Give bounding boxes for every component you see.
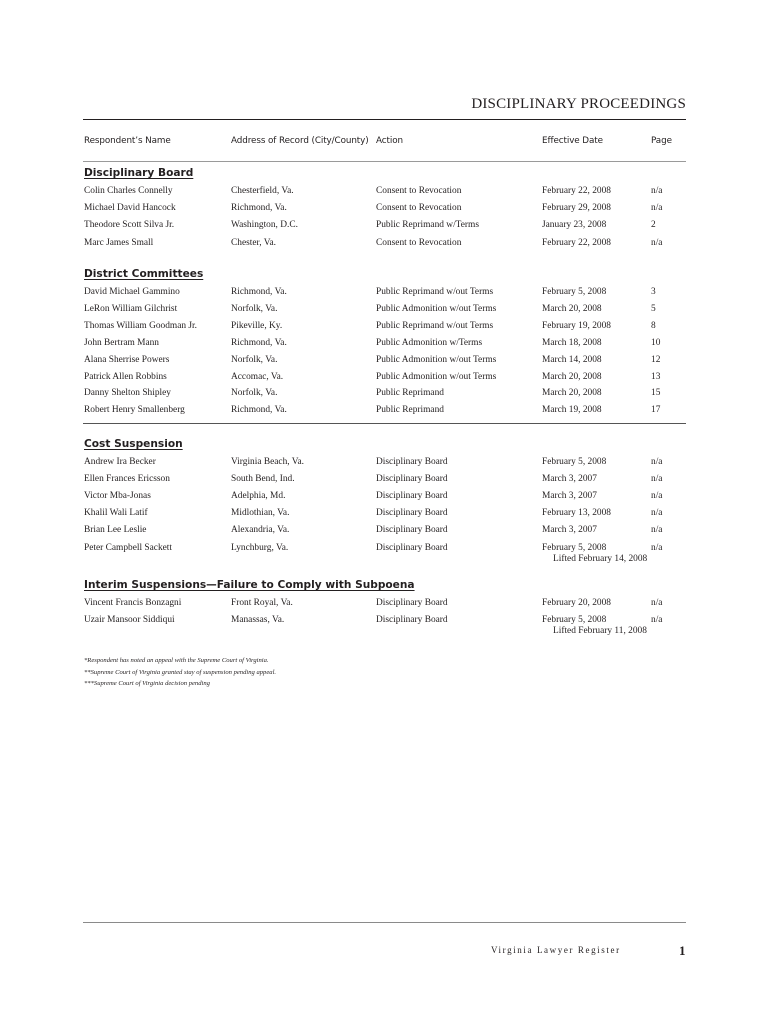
table-row	[0, 338, 770, 353]
respondent-name: Danny Shelton Shipley	[84, 388, 171, 399]
respondent-name: Robert Henry Smallenberg	[84, 405, 185, 416]
table-row	[0, 304, 770, 319]
effective-date: February 13, 2008	[542, 508, 611, 519]
footnote: ***Supreme Court of Virginia decision pending	[84, 680, 210, 687]
action: Disciplinary Board	[376, 491, 448, 502]
page-ref: n/a	[651, 237, 663, 248]
address-of-record: Alexandria, Va.	[231, 525, 290, 536]
address-of-record: Norfolk, Va.	[231, 303, 278, 314]
action: Disciplinary Board	[376, 474, 448, 485]
column-header-page: Page	[651, 136, 672, 146]
effective-date: March 20, 2008	[542, 388, 602, 399]
action: Public Reprimand w/out Terms	[376, 287, 494, 297]
column-header-address: Address of Record (City/County)	[231, 136, 369, 146]
page-ref: 10	[651, 337, 661, 348]
effective-date: March 3, 2007	[542, 525, 597, 536]
table-row	[0, 491, 770, 506]
action: Consent to Revocation	[376, 203, 462, 214]
effective-date: February 19, 2008	[542, 320, 611, 331]
page-ref: 13	[651, 371, 661, 382]
respondent-name: Victor Mba-Jonas	[84, 491, 151, 502]
action: Public Admonition w/out Terms	[376, 354, 497, 365]
action: Public Admonition w/Terms	[376, 337, 483, 348]
page-ref: n/a	[651, 508, 663, 519]
table-row	[0, 405, 770, 420]
respondent-name: Alana Sherrise Powers	[84, 354, 170, 365]
action: Disciplinary Board	[376, 542, 448, 553]
action: Disciplinary Board	[376, 508, 448, 519]
respondent-name: Khalil Wali Latif	[84, 508, 148, 519]
address-of-record: Norfolk, Va.	[231, 354, 278, 365]
header-rule	[83, 161, 686, 162]
table-row	[0, 186, 770, 201]
address-of-record: Accomac, Va.	[231, 371, 284, 382]
action: Public Reprimand w/out Terms	[376, 320, 494, 331]
effective-date: March 20, 2008	[542, 303, 602, 314]
respondent-name: Thomas William Goodman Jr.	[84, 320, 197, 331]
address-of-record: Lynchburg, Va.	[231, 542, 289, 553]
address-of-record: Washington, D.C.	[231, 220, 298, 231]
effective-date: February 29, 2008	[542, 203, 611, 214]
page-ref: n/a	[651, 203, 663, 214]
action: Disciplinary Board	[376, 457, 448, 467]
footer-rule	[83, 922, 686, 923]
address-of-record: Front Royal, Va.	[231, 598, 293, 608]
table-row	[0, 220, 770, 235]
action: Public Admonition w/out Terms	[376, 303, 497, 314]
respondent-name: Vincent Francis Bonzagni	[84, 598, 182, 608]
action: Public Reprimand w/Terms	[376, 220, 479, 231]
page-ref: n/a	[651, 542, 663, 553]
lifted-note: Lifted February 11, 2008	[553, 626, 647, 636]
publication-name: Virginia Lawyer Register	[491, 945, 621, 955]
table-row	[0, 615, 770, 630]
page-ref: 12	[651, 354, 661, 365]
respondent-name: Andrew Ira Becker	[84, 457, 156, 467]
title-rule	[83, 119, 686, 120]
action: Consent to Revocation	[376, 186, 462, 196]
page-ref: n/a	[651, 598, 663, 608]
page-ref: n/a	[651, 474, 663, 485]
effective-date: March 14, 2008	[542, 354, 602, 365]
footnote: **Supreme Court of Virginia granted stay of suspension pending appeal.	[84, 668, 277, 676]
address-of-record: Richmond, Va.	[231, 203, 287, 214]
table-row	[0, 355, 770, 370]
lifted-note: Lifted February 14, 2008	[553, 553, 648, 564]
page-ref: n/a	[651, 491, 663, 502]
section-heading: Disciplinary Board	[84, 167, 194, 179]
effective-date: February 22, 2008	[542, 237, 611, 248]
address-of-record: Chesterfield, Va.	[231, 186, 294, 196]
action: Disciplinary Board	[376, 615, 448, 625]
address-of-record: Manassas, Va.	[231, 615, 285, 625]
action: Consent to Revocation	[376, 237, 462, 248]
table-row	[0, 321, 770, 336]
action: Public Admonition w/out Terms	[376, 371, 497, 382]
effective-date: March 18, 2008	[542, 337, 602, 348]
address-of-record: Midlothian, Va.	[231, 508, 290, 519]
effective-date: February 5, 2008	[542, 615, 607, 625]
page-number: 1	[679, 943, 686, 958]
address-of-record: Richmond, Va.	[231, 337, 287, 348]
respondent-name: Uzair Mansoor Siddiqui	[84, 615, 175, 625]
table-row	[0, 238, 770, 253]
page-ref: n/a	[651, 525, 663, 536]
column-header-action: Action	[376, 136, 403, 146]
page-ref: 2	[651, 220, 656, 231]
address-of-record: Richmond, Va.	[231, 405, 287, 416]
table-row	[0, 508, 770, 523]
table-row	[0, 372, 770, 387]
section-rule	[83, 423, 686, 424]
page-ref: 3	[651, 287, 656, 297]
page-ref: 5	[651, 303, 656, 314]
footnotes	[84, 655, 276, 690]
address-of-record: Chester, Va.	[231, 237, 277, 248]
table-row	[0, 543, 770, 558]
effective-date: February 5, 2008	[542, 457, 607, 467]
action: Public Reprimand	[376, 388, 444, 399]
respondent-name: Michael David Hancock	[84, 203, 176, 214]
respondent-name: Theodore Scott Silva Jr.	[84, 220, 175, 231]
effective-date: February 22, 2008	[542, 186, 611, 196]
page-ref: 17	[651, 405, 661, 416]
table-row	[0, 203, 770, 218]
effective-date: February 5, 2008	[542, 287, 607, 297]
respondent-name: David Michael Gammino	[84, 287, 180, 297]
address-of-record: Virginia Beach, Va.	[231, 457, 305, 467]
address-of-record: South Bend, Ind.	[231, 474, 295, 485]
respondent-name: Colin Charles Connelly	[84, 186, 173, 196]
address-of-record: Norfolk, Va.	[231, 388, 278, 399]
page-ref: 15	[651, 388, 661, 399]
action: Disciplinary Board	[376, 598, 448, 608]
action: Public Reprimand	[376, 405, 444, 416]
effective-date: February 5, 2008	[542, 542, 607, 553]
effective-date: February 20, 2008	[542, 598, 611, 608]
respondent-name: Brian Lee Leslie	[84, 525, 147, 536]
effective-date: March 3, 2007	[542, 474, 597, 485]
column-header-name: Respondent’s Name	[84, 136, 171, 146]
address-of-record: Adelphia, Md.	[231, 491, 286, 502]
respondent-name: LeRon William Gilchrist	[84, 303, 178, 314]
page-ref: n/a	[651, 186, 663, 196]
action: Disciplinary Board	[376, 525, 448, 536]
respondent-name: Patrick Allen Robbins	[84, 371, 167, 382]
table-row	[0, 388, 770, 403]
page-ref: 8	[651, 320, 656, 331]
effective-date: March 20, 2008	[542, 371, 602, 382]
column-header-date: Effective Date	[542, 136, 603, 146]
respondent-name: Peter Campbell Sackett	[84, 542, 172, 553]
effective-date: January 23, 2008	[542, 220, 607, 231]
table-row	[0, 457, 770, 472]
effective-date: March 19, 2008	[542, 405, 602, 416]
table-row	[0, 525, 770, 540]
section-heading: District Committees	[84, 268, 204, 280]
table-row	[0, 598, 770, 613]
respondent-name: Ellen Frances Ericsson	[84, 474, 170, 485]
footnote: *Respondent has noted an appeal with the Supreme Court of Virginia.	[84, 657, 269, 664]
respondent-name: John Bertram Mann	[84, 337, 159, 348]
section-heading: Cost Suspension	[84, 438, 183, 450]
address-of-record: Pikeville, Ky.	[231, 320, 283, 331]
section-heading: Interim Suspensions—Failure to Comply with Subpoena	[84, 579, 415, 591]
page-ref: n/a	[651, 615, 663, 625]
address-of-record: Richmond, Va.	[231, 287, 287, 297]
table-row	[0, 474, 770, 489]
effective-date: March 3, 2007	[542, 491, 597, 502]
table-row	[0, 287, 770, 302]
respondent-name: Marc James Small	[84, 237, 154, 248]
page-title: DISCIPLINARY PROCEEDINGS	[471, 96, 686, 112]
page-ref: n/a	[651, 457, 663, 467]
